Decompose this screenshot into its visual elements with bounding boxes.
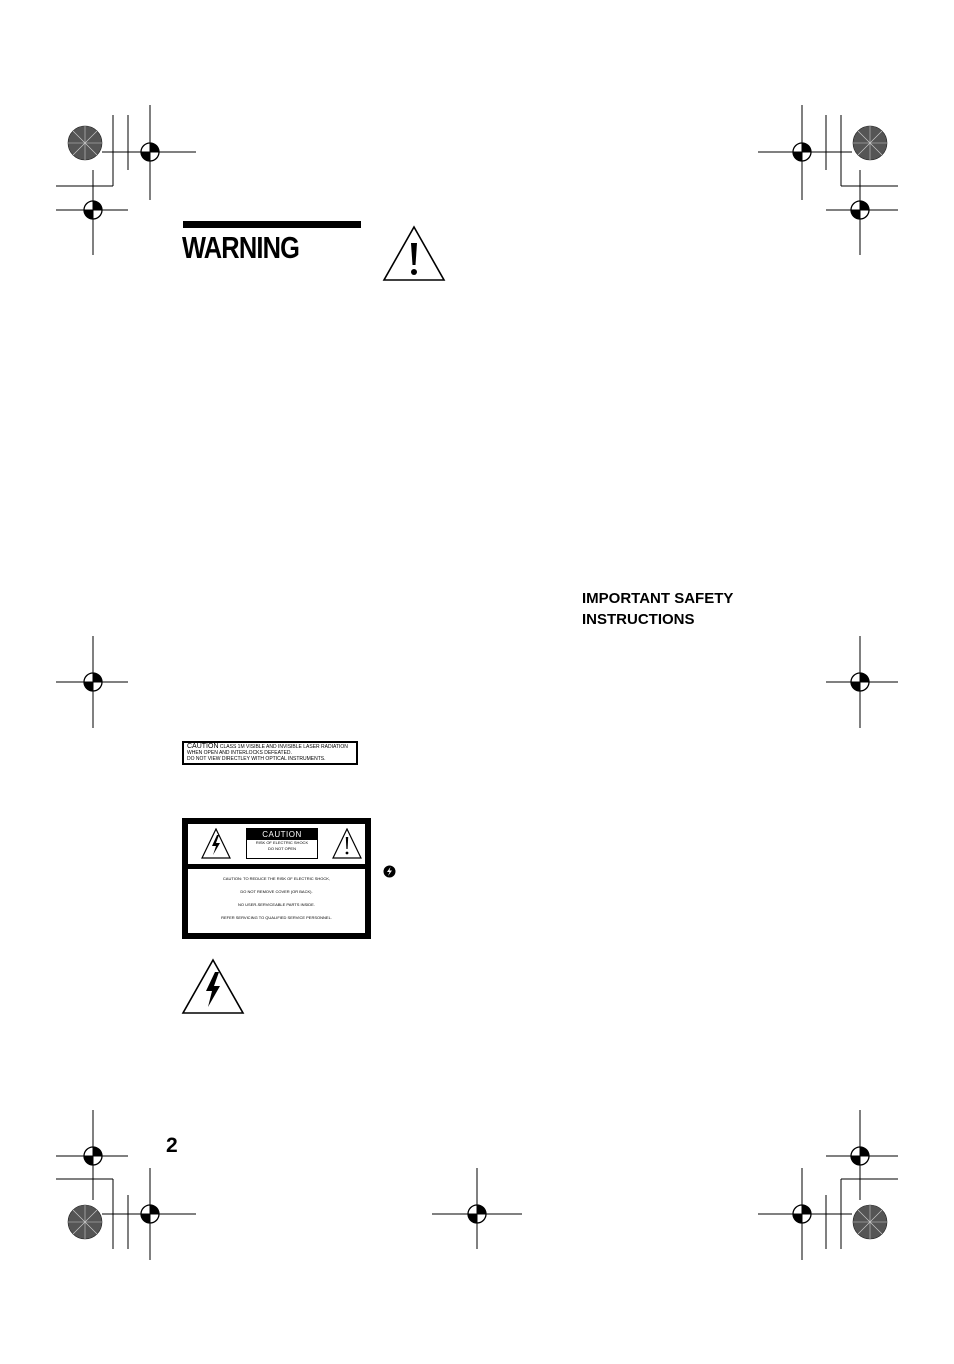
important-safety-heading: IMPORTANT SAFETY INSTRUCTIONS — [582, 590, 734, 628]
caution-panel-text: CAUTION: TO REDUCE THE RISK OF ELECTRIC SHOCK, DO NOT REMOVE COVER (OR BACK). NO USER-SERVICEABLE PARTS INSIDE. REFER SERVICING TO QUALIFIED SERVICE PERSONNEL. — [188, 869, 365, 933]
lightning-warning-icon — [201, 828, 231, 859]
lightning-warning-large-icon — [181, 958, 245, 1015]
page-number: 2 — [166, 1134, 178, 1157]
lightning-bullet-icon — [383, 865, 396, 878]
page-title: WARNING — [182, 230, 300, 265]
caution-panel-header — [188, 824, 365, 864]
exclamation-small-icon — [332, 828, 362, 859]
exclamation-warning-icon — [382, 225, 446, 282]
heading-rule — [183, 221, 361, 228]
laser-caution-label: CAUTION CLASS 1M VISIBLE AND INVISIBLE LASER RADIATION WHEN OPEN AND INTERLOCKS DEFEATED. DO NOT VIEW DIRECTLEY WITH OPTICAL INSTRUMENTS. — [182, 741, 358, 765]
caution-box: CAUTION RISK OF ELECTRIC SHOCK DO NOT OPEN — [246, 828, 318, 859]
electric-shock-caution-panel — [182, 818, 371, 939]
